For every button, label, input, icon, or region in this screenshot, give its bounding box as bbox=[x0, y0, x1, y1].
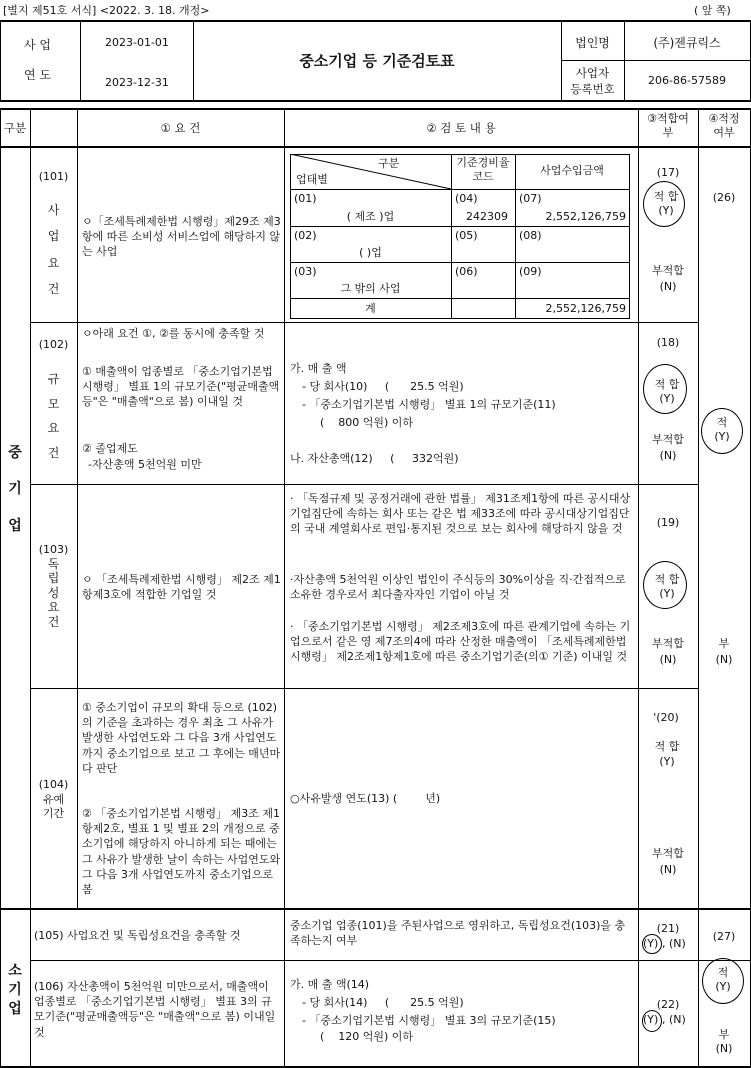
expense-code: 242309 bbox=[466, 210, 508, 223]
row-num: (09) bbox=[519, 265, 542, 278]
row106-review-a: 가. 매 출 액(14) bbox=[290, 978, 370, 991]
row104-req-1: ① 중소기업이 규모의 확대 등으로 (102)의 기준을 초과하는 경우 최초 그 사유가 발생한 사업연도와 그 다음 3개 사업연도까지 중소기업으로 보고 그 후에는 매년마다 판단 bbox=[82, 701, 281, 775]
col-fit3: ③적합여 부 bbox=[647, 112, 689, 140]
sme-total-notyes[interactable]: 부 (N) bbox=[715, 637, 733, 666]
industry-label: 그 밖의 사업 bbox=[340, 282, 401, 295]
row104-req-2: ② 「중소기업기본법 시행령」 제3조 제1항제2호, 별표 1 및 별표 2의 개정으로 중소기업에 해당하지 아니하게 되는 때에는 그 사유가 발생한 날이 속하는 사업연도와 그 다음 3개 사업연도까지 중소기업으로 봄 bbox=[82, 807, 281, 896]
row101-fit-no: (17) bbox=[656, 166, 680, 179]
row103-fit-yes[interactable]: 적 합 (Y) bbox=[654, 573, 680, 601]
row105-review: 중소기업 업종(101)을 주된사업으로 영위하고, 독립성요건(103)을 충족하는지 여부 bbox=[290, 919, 626, 948]
sme-total-yes[interactable]: 적 (Y) bbox=[714, 416, 730, 444]
section-sme: 중 기 업 bbox=[8, 445, 22, 534]
row101-requirement: ㅇ「조세특례제한법 시행령」제29조 제3항에 따른 소비성 서비스업에 해당하지 않는 사업 bbox=[82, 215, 281, 259]
table-total-amount: 2,552,126,759 bbox=[545, 302, 626, 315]
row102-name: 규 모 요 건 bbox=[47, 372, 60, 460]
row-num: (04) bbox=[455, 192, 478, 205]
row101-code: (101) bbox=[38, 170, 69, 183]
row105-fit-no: (21) bbox=[656, 922, 680, 935]
row103-code: (103) bbox=[38, 543, 69, 556]
row106-review-a1: - 당 회사(14) ( 25.5 억원) bbox=[302, 996, 464, 1009]
col-fit4: ④적정 여부 bbox=[708, 112, 740, 140]
table-head-category: 구분 bbox=[378, 157, 400, 170]
reg-no: 206-86-57589 bbox=[648, 74, 726, 87]
business-year-label-1: 사 업 bbox=[24, 38, 51, 52]
row103-review-1: · 「독점규제 및 공정거래에 관한 법률」 제31조제1항에 따른 공시대상기업집단에 속하는 회사 또는 같은 법 제33조에 따라 공시대상기업집단의 국내 계열회사로 편입·통지된 것으로 보는 회사에 해당하지 않을 것 bbox=[290, 492, 631, 536]
row102-review-a2: - 「중소기업기본법 시행령」 별표 1의 규모기준(11) bbox=[302, 398, 556, 411]
col-requirement: ① 요 건 bbox=[160, 121, 201, 135]
row105-requirement: (105) 사업요건 및 독립성요건을 충족할 것 bbox=[34, 929, 241, 942]
row102-review-a1: - 당 회사(10) ( 25.5 억원) bbox=[302, 380, 464, 393]
small-total-notyes[interactable]: 부 (N) bbox=[715, 1028, 733, 1056]
row106-review-a3: ( 120 억원) 이하 bbox=[320, 1030, 414, 1043]
revenue-amount: 2,552,126,759 bbox=[545, 210, 626, 223]
row102-code: (102) bbox=[38, 338, 69, 351]
row-num: (08) bbox=[519, 229, 542, 242]
col-category: 구분 bbox=[3, 121, 27, 135]
table-total-label: 계 bbox=[365, 302, 376, 315]
row102-req-1: ① 매출액이 업종별로 「중소기업기본법 시행령」 별표 1의 규모기준("평균매출액등"은 "매출액"으로 봄) 이내일 것 bbox=[82, 365, 280, 409]
row102-req-2-body: -자산총액 5천억원 미만 bbox=[88, 458, 202, 471]
section-small: 소 기 업 bbox=[8, 963, 22, 1017]
industry-label: ( )업 bbox=[359, 246, 382, 259]
row103-fit-no: (19) bbox=[656, 516, 680, 529]
row103-review-2: ·자산총액 5천억원 이상인 법인이 주식등의 30%이상을 직·간접적으로 소유한 경우로서 최다출자자인 기업이 아닐 것 bbox=[290, 573, 626, 602]
form-note: [별지 제51호 서식] <2022. 3. 18. 개정> bbox=[3, 4, 210, 17]
row103-fit-notyes[interactable]: 부적합 (N) bbox=[652, 637, 684, 666]
row-num: (01) bbox=[294, 192, 317, 205]
row104-code: (104) bbox=[38, 778, 69, 791]
row104-review: ○사유발생 연도(13) ( 년) bbox=[290, 792, 441, 805]
row102-fit-no: (18) bbox=[656, 336, 680, 349]
row104-fit-no: '(20) bbox=[653, 711, 679, 724]
corp-name-label: 법인명 bbox=[575, 36, 610, 50]
row-num: (06) bbox=[455, 265, 478, 278]
row101-fit-notyes[interactable]: 부적합 (N) bbox=[652, 264, 684, 293]
row102-review-a: 가. 매 출 액 bbox=[290, 362, 347, 375]
row-num: (07) bbox=[519, 192, 542, 205]
small-total-no: (27) bbox=[712, 930, 736, 943]
row101-name: 사 업 요 건 bbox=[47, 203, 60, 297]
row106-fit-y[interactable]: (Y) bbox=[643, 1013, 659, 1026]
business-year-label-2: 연 도 bbox=[24, 68, 51, 82]
row102-review-b: 나. 자산총액(12) ( 332억원) bbox=[290, 452, 459, 465]
row102-req-2-title: ② 졸업제도 bbox=[82, 442, 138, 455]
page-side: ( 앞 쪽) bbox=[694, 4, 731, 17]
table-head-code: 기준경비율 코드 bbox=[456, 156, 510, 184]
reg-no-label: 사업자 등록번호 bbox=[570, 66, 615, 96]
sme-total-no: (26) bbox=[712, 191, 736, 204]
row101-fit-yes[interactable]: 적 합 (Y) bbox=[653, 190, 679, 218]
row103-review-3: · 「중소기업기본법 시행령」 제2조제3호에 따른 관계기업에 속하는 기업으로서 같은 영 제7조의4에 따라 산정한 매출액이 「조세특례제한법 시행령」 제2조제1항제1호에 따른 중소기업기준(의① 기준) 이내일 것 bbox=[290, 620, 631, 664]
row103-requirement: ㅇ 「조세특례제한법 시행령」 제2조 제1항제3호에 적합한 기업일 것 bbox=[82, 573, 281, 602]
row102-fit-notyes[interactable]: 부적합 (N) bbox=[652, 433, 684, 462]
small-total-yes[interactable]: 적 (Y) bbox=[715, 966, 731, 994]
page-title: 중소기업 등 기준검토표 bbox=[299, 52, 455, 70]
row104-fit-yes[interactable]: 적 합 (Y) bbox=[654, 740, 680, 768]
corp-name: (주)젠큐릭스 bbox=[653, 36, 721, 50]
col-review: ② 검 토 내 용 bbox=[426, 121, 496, 135]
period-start: 2023-01-01 bbox=[105, 36, 169, 49]
row-num: (02) bbox=[294, 229, 317, 242]
industry-label: ( 제조 )업 bbox=[346, 210, 395, 223]
row105-fit-y[interactable]: (Y) bbox=[643, 937, 659, 950]
row104-name: 유예 기간 bbox=[42, 793, 65, 821]
row103-name: 독 립 성 요 건 bbox=[47, 557, 60, 629]
row106-fit-n[interactable]: , (N) bbox=[662, 1013, 686, 1026]
row106-review-a2: - 「중소기업기본법 시행령」 별표 3의 규모기준(15) bbox=[302, 1014, 556, 1027]
row106-requirement: (106) 자산총액이 5천억원 미만으로서, 매출액이 업종별로 「중소기업기본법 시행령」 별표 3의 규모기준("평균매출액등"은 "매출액"으로 봄) 이내일 것 bbox=[34, 980, 276, 1039]
row102-review-a3: ( 800 억원) 이하 bbox=[320, 416, 414, 429]
row-num: (05) bbox=[455, 229, 478, 242]
period-end: 2023-12-31 bbox=[105, 76, 169, 89]
table-head-industry: 업태별 bbox=[296, 173, 328, 186]
row104-fit-notyes[interactable]: 부적합 (N) bbox=[652, 847, 684, 876]
row102-fit-yes[interactable]: 적 합 (Y) bbox=[654, 378, 680, 406]
row106-fit-no: (22) bbox=[656, 998, 680, 1011]
table-head-amount: 사업수입금액 bbox=[540, 164, 604, 177]
row105-fit-n[interactable]: , (N) bbox=[662, 937, 686, 950]
row-num: (03) bbox=[294, 265, 317, 278]
row102-req-intro: ㅇ아래 요건 ①, ②를 동시에 충족할 것 bbox=[82, 327, 265, 340]
